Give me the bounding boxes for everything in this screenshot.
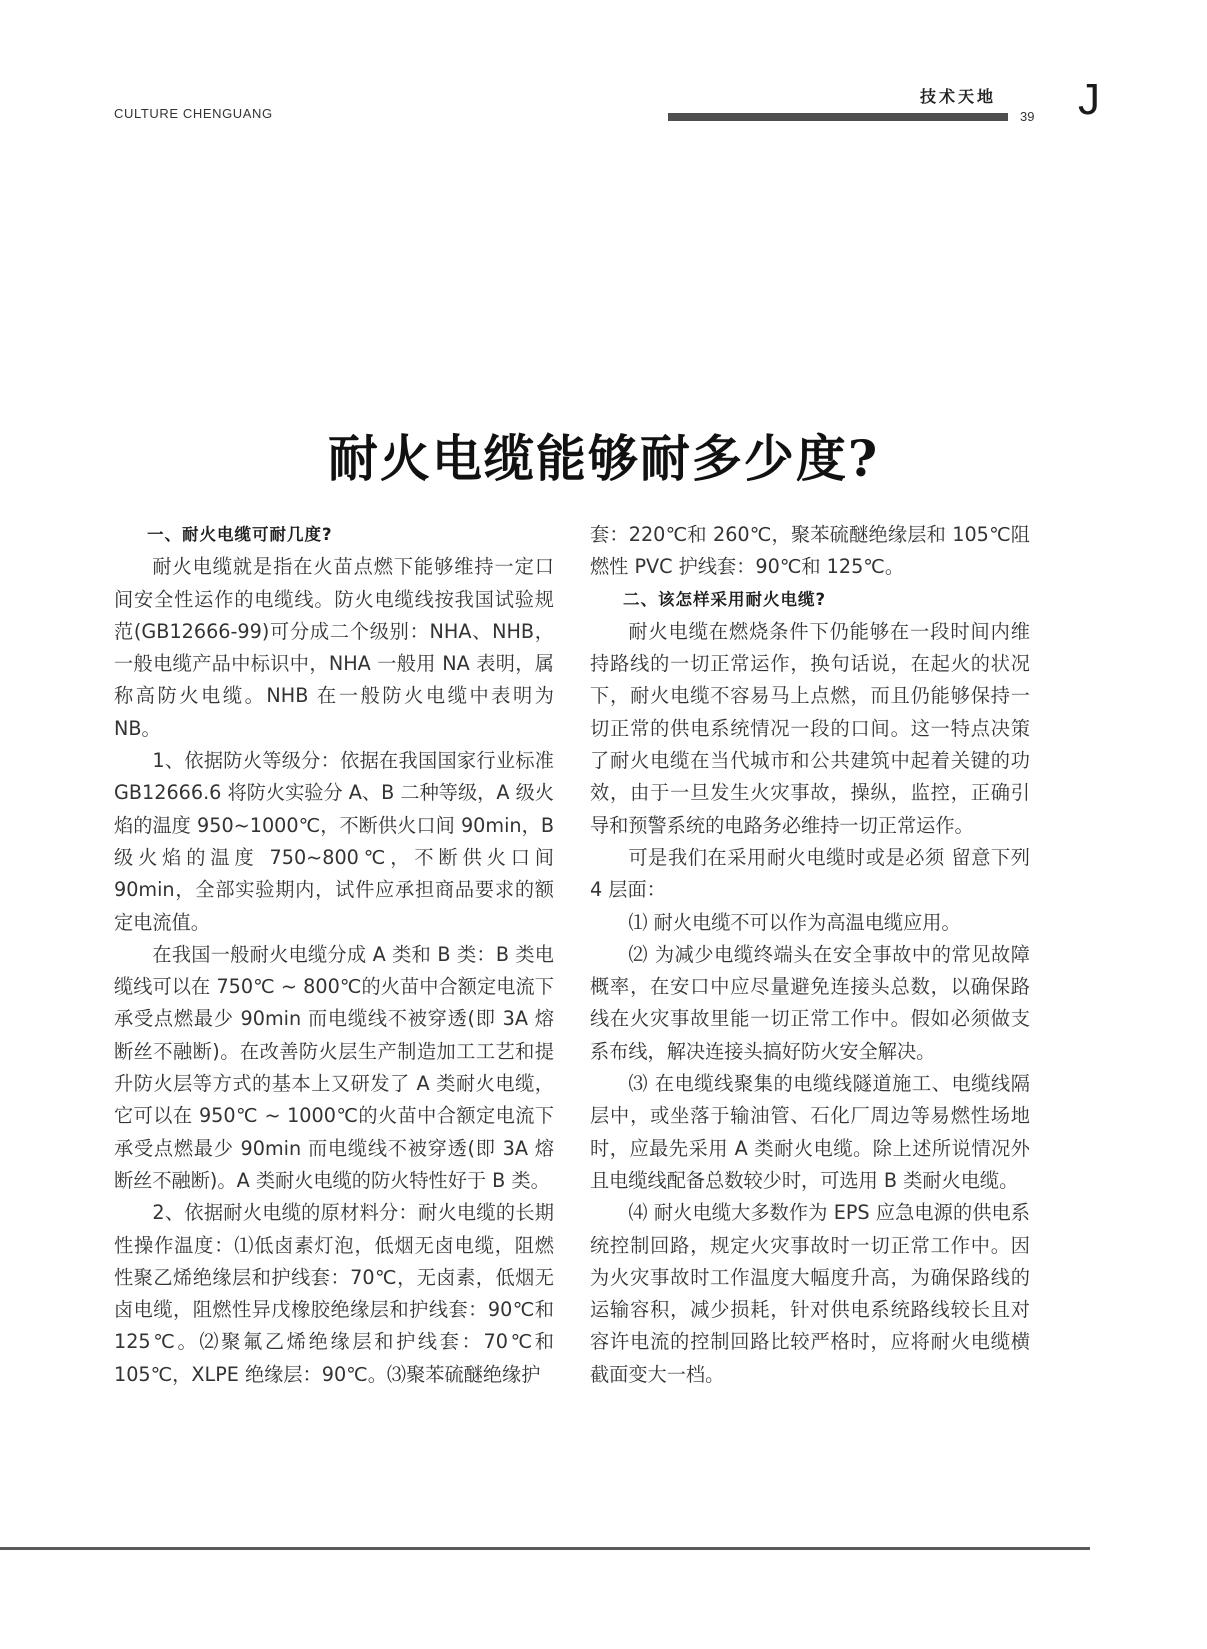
section-heading-2: 二、该怎样采用耐火电缆?: [623, 589, 827, 609]
paragraph-continued: 套：220℃和 260℃，聚苯硫醚绝缘层和 105℃阻燃性 PVC 护线套：90℃和 125℃。: [590, 523, 1030, 579]
page-number: 39: [1020, 109, 1035, 124]
list-item: ⑴ 耐火电缆不可以作为高温电缆应用。: [628, 910, 961, 934]
section-heading-1: 一、耐火电缆可耐几度?: [147, 525, 333, 544]
article-title: 耐火电缆能够耐多少度?: [327, 428, 880, 488]
section-name: 技术天地: [920, 87, 997, 106]
footer-rule: [0, 1547, 1090, 1550]
paragraph: 可是我们在采用耐火电缆时或是必须 留意下列 4 层面：: [590, 845, 1030, 902]
paragraph: 在我国一般耐火电缆分成 A 类和 B 类：B 类电缆线可以在 750℃ ~ 800℃的火苗中合额定电流下承受点燃最少 90min 而电缆线不被穿透(即 3A 熔断丝不融断)。在改善防火层生产制造加工工艺和提升防火层等方式的基本上又研发了 A 类耐火电缆，它可以在 950℃ ~ 1000℃的火苗中合额定电流下承受点燃最少 90min 而电缆线不被穿透(即 3A 熔断丝不融断)。A 类耐火电缆的防火特性好于 B 类。: [114, 942, 554, 1192]
list-item: ⑷ 耐火电缆大多数作为 EPS 应急电源的供电系统控制回路，规定火灾事故时一切正常工作中。因为火灾事故时工作温度大幅度升高，为确保路线的运输容积，减少损耗，针对供电系统路线较长且对容许电流的控制回路比较严格时，应将耐火电缆横截面变大一档。: [590, 1201, 1030, 1386]
section-letter: J: [1078, 75, 1100, 124]
list-item: ⑵ 为减少电缆终端头在安全事故中的常见故障概率，在安口中应尽量避免连接头总数，以确保路线在火灾事故里能一切正常工作中。假如必须做支系布线，解决连接头搞好防火安全解决。: [590, 942, 1030, 1063]
paragraph: 耐火电缆在燃烧条件下仍能够在一段时间内维持路线的一切正常运作，换句话说，在起火的状况下，耐火电缆不容易马上点燃，而且仍能够保持一切正常的供电系统情况一段的口间。这一特点决策了耐火电缆在当代城市和公共建筑中起着关键的功效，由于一旦发生火灾事故，操纵，监控，正确引导和预警系统的电路务必维持一切正常运作。: [590, 619, 1030, 837]
paragraph: 耐火电缆就是指在火苗点燃下能够维持一定口间安全性运作的电缆线。防火电缆线按我国试验规范(GB12666-99)可分成二个级别：NHA、NHB，一般电缆产品中标识中，NHA 一般用 NA 表明，属称高防火电缆。NHB 在一般防火电缆中表明为 NB。: [114, 555, 554, 740]
left-column: [114, 519, 554, 1391]
right-column: [590, 519, 1030, 1391]
header-bar: [668, 113, 1008, 121]
paragraph: 1、依据防火等级分：依据在我国国家行业标准 GB12666.6 将防火实验分 A、B 二种等级，A 级火焰的温度 950~1000℃，不断供火口间 90min，B 级火焰的温度 750~800℃，不断供火口间 90min，全部实验期内，试件应承担商品要求的额定电流值。: [114, 749, 554, 934]
list-item: ⑶ 在电缆线聚集的电缆线隧道施工、电缆线隔层中，或坐落于输油管、石化厂周边等易燃性场地时，应最先采用 A 类耐火电缆。除上述所说情况外且电缆线配备总数较少时，可选用 B 类耐火电缆。: [590, 1072, 1030, 1192]
paragraph: 2、依据耐火电缆的原材料分：耐火电缆的长期性操作温度：⑴低卤素灯泡，低烟无卤电缆，阻燃性聚乙烯绝缘层和护线套：70℃，无卤素，低烟无卤电缆，阻燃性异戊橡胶绝缘层和护线套：90℃和 125℃。⑵聚氟乙烯绝缘层和护线套：70℃和 105℃，XLPE 绝缘层：90℃。⑶聚苯硫醚绝缘护: [114, 1201, 554, 1386]
magazine-name: CULTURE CHENGUANG: [114, 106, 273, 121]
